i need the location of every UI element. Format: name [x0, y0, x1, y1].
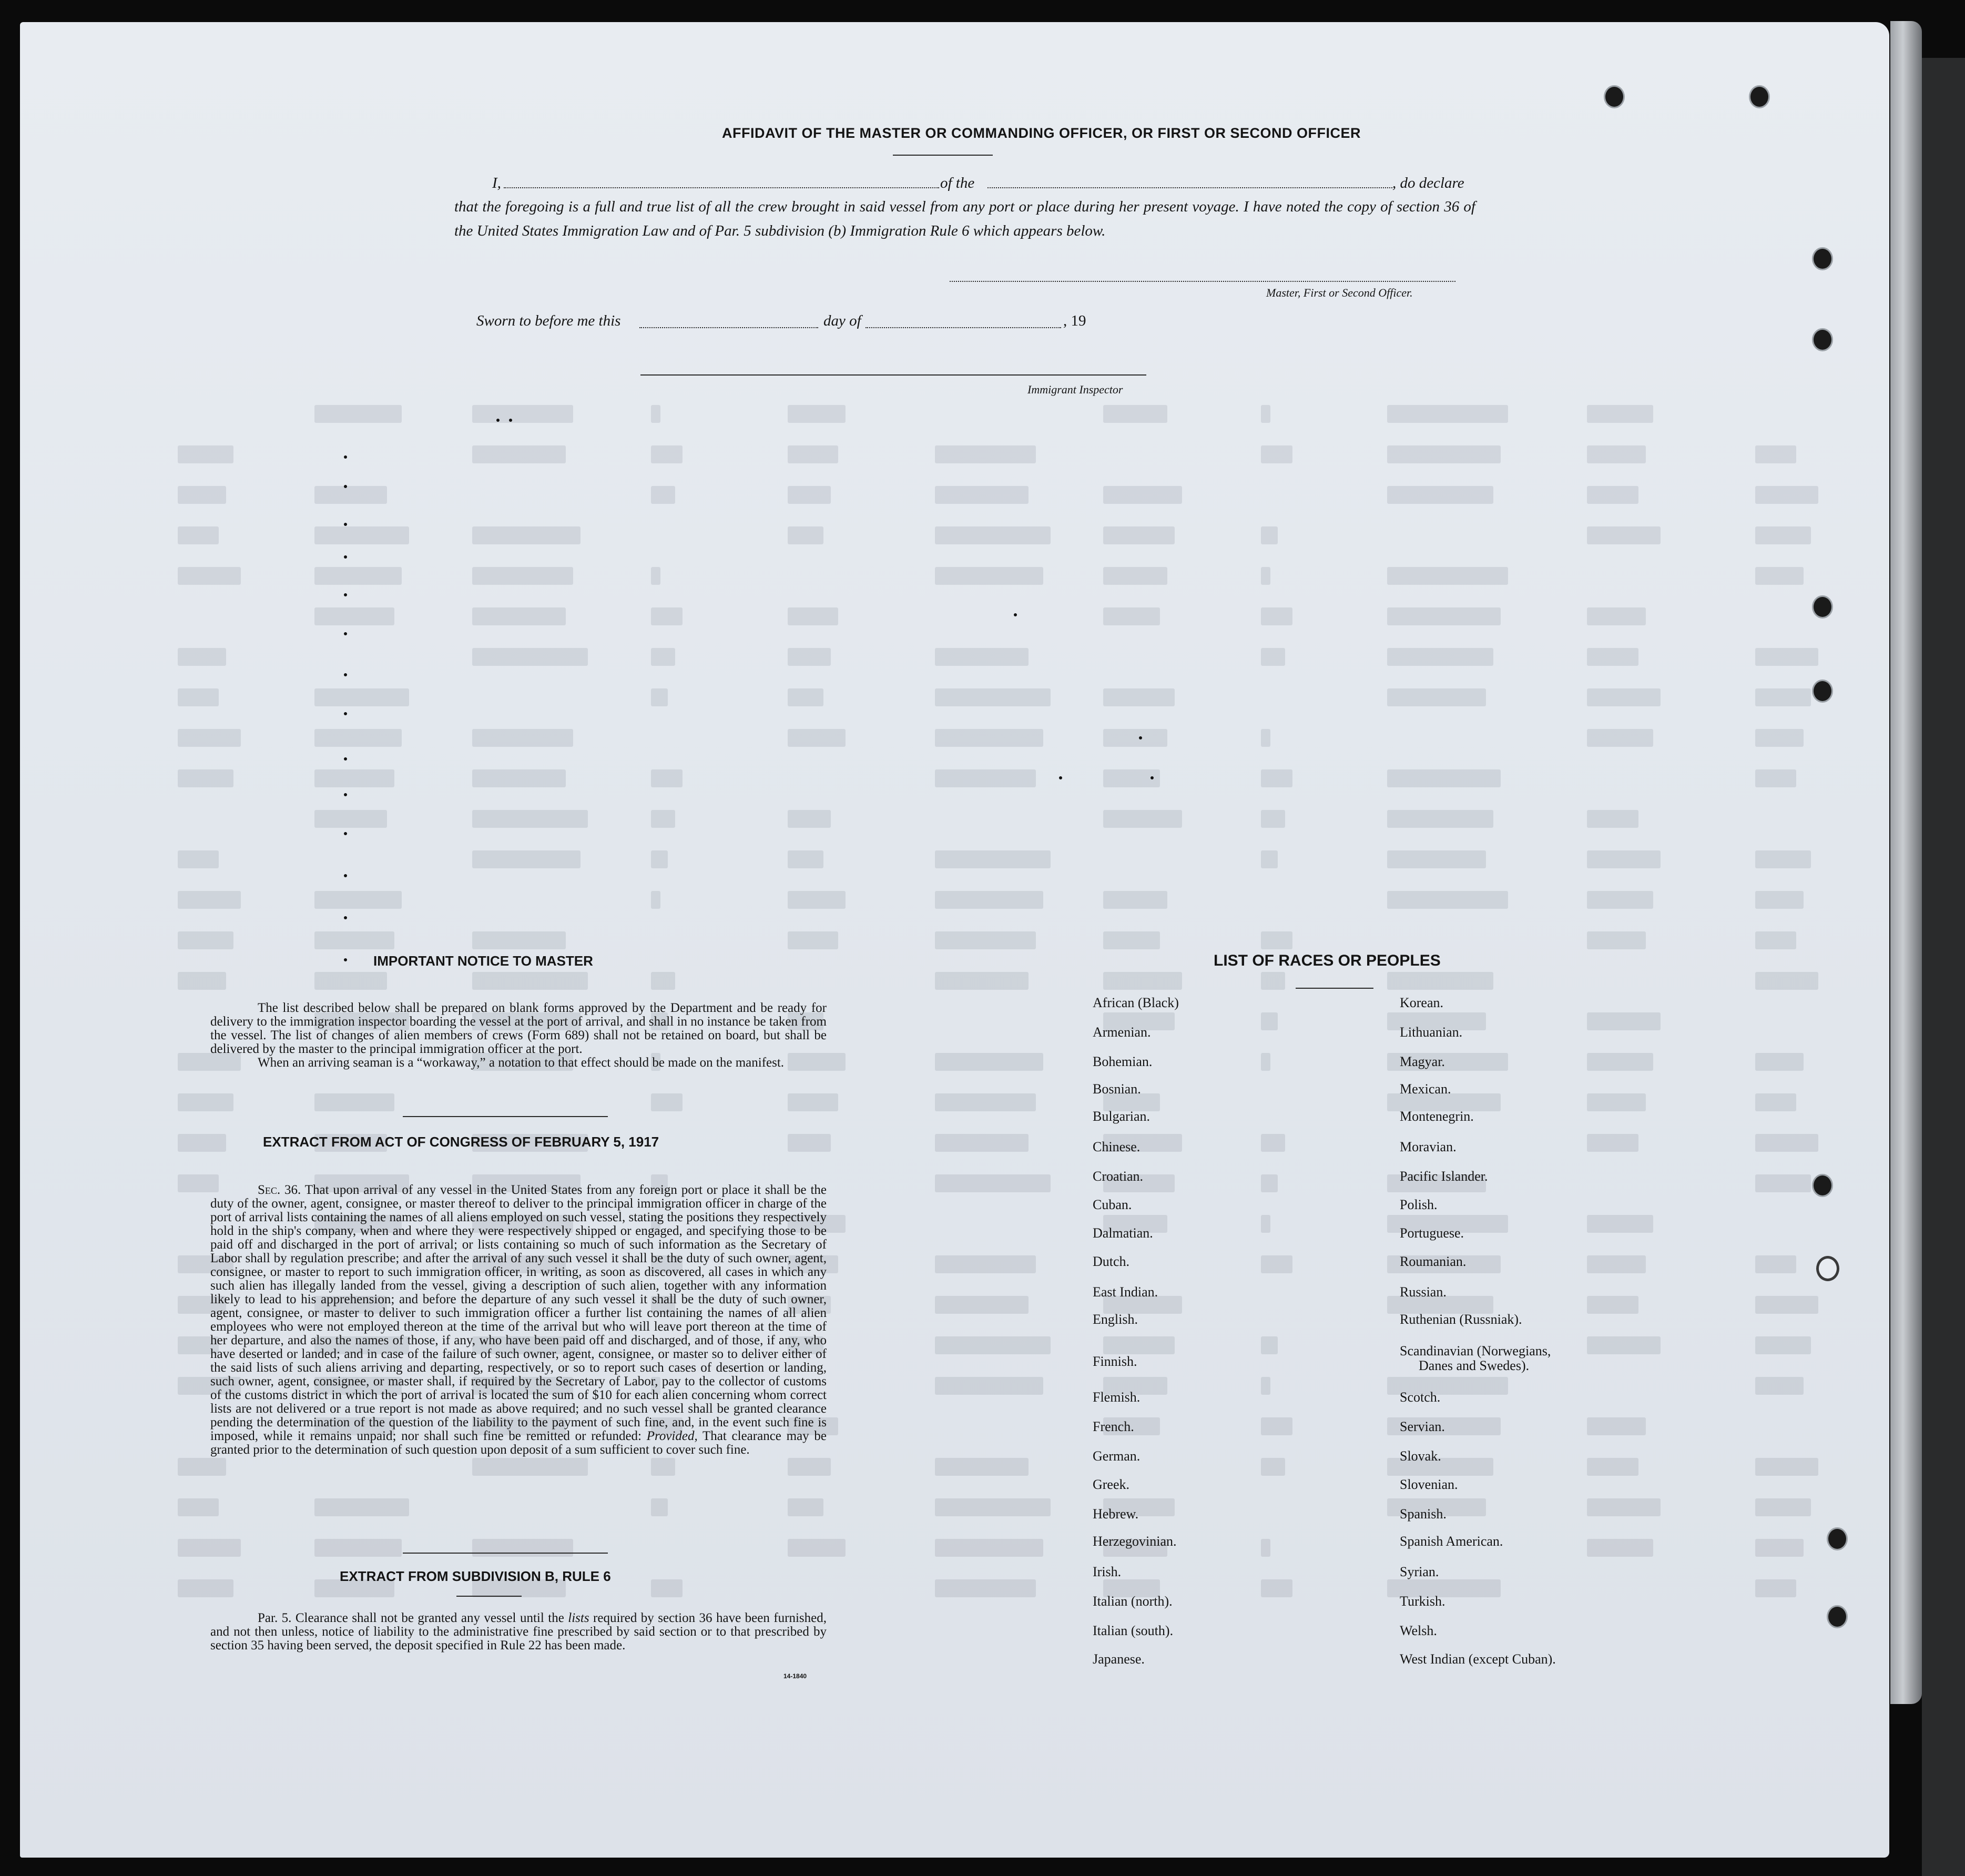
punch-hole-icon [1812, 1174, 1833, 1197]
race-item: French. [1093, 1419, 1134, 1434]
act-body [210, 1183, 827, 1457]
inspector-signature-line[interactable] [640, 374, 1146, 376]
rule6-title: EXTRACT FROM SUBDIVISION B, RULE 6 [340, 1568, 611, 1584]
background-strip [1922, 58, 1965, 1876]
race-item: Spanish American. [1400, 1534, 1503, 1549]
rule6-body [210, 1611, 827, 1652]
race-item: German. [1093, 1448, 1141, 1464]
race-item: Scandinavian (Norwegians, [1400, 1343, 1551, 1358]
race-item: Finnish. [1093, 1354, 1137, 1369]
section-divider [403, 1553, 608, 1554]
sworn-prefix: Sworn to before me this [476, 312, 621, 329]
race-item: Korean. [1400, 995, 1444, 1010]
punch-hole-icon [1812, 595, 1833, 618]
races-title: LIST OF RACES OR PEOPLES [1214, 952, 1441, 969]
race-item: Russian. [1400, 1284, 1447, 1300]
form-number: 14-1840 [783, 1672, 807, 1680]
rule6-text-end: required by section 36 have been furnished, and not then unless, notice of liability to the administrative fine prescribed by said section or to that prescribed by section 35 having been served, the deposit specified in Rule 22 has been made. [210, 1611, 827, 1652]
race-item: Chinese. [1093, 1139, 1141, 1154]
officer-caption: Master, First or Second Officer. [1266, 286, 1413, 299]
title-underline [1296, 988, 1373, 989]
manifest-sheet [20, 22, 1889, 1858]
notice-title: IMPORTANT NOTICE TO MASTER [373, 953, 593, 969]
race-item: Bosnian. [1093, 1081, 1141, 1097]
act-text-end: That clearance may be granted prior to the determination of such question upon deposit of a sum sufficient to cover such fine. [210, 1429, 827, 1457]
vessel-blank[interactable] [987, 187, 1392, 188]
inspector-caption: Immigrant Inspector [1027, 383, 1123, 396]
race-item: Italian (south). [1093, 1623, 1174, 1638]
race-item: Dutch. [1093, 1254, 1130, 1269]
race-item: Armenian. [1093, 1025, 1151, 1040]
race-item: Scotch. [1400, 1390, 1441, 1405]
race-item: Ruthenian (Russniak). [1400, 1312, 1522, 1327]
race-item: Slovak. [1400, 1448, 1441, 1464]
section-divider [403, 1116, 608, 1117]
race-item: Polish. [1400, 1197, 1438, 1212]
punch-hole-icon [1812, 680, 1833, 703]
punch-hole-icon [1749, 85, 1770, 108]
bleed-through [20, 22, 1889, 1858]
race-item: Japanese. [1093, 1651, 1145, 1667]
punch-hole-icon [1604, 85, 1625, 108]
notice-body [210, 1001, 827, 1070]
race-item: East Indian. [1093, 1284, 1158, 1300]
declare-suffix: , do declare [1392, 175, 1464, 191]
race-item: Croatian. [1093, 1169, 1144, 1184]
act-text: That upon arrival of any vessel in the United States from any foreign port or place it shall be the duty of the owner, agent, consignee, or master thereof to deliver to the principal immigration officer in charge of the port of arrival lists containing the names of all aliens employed on such vessel, stating the positions they respectively hold in the ship's company, when and where they were respectively shipped or engaged, and specifying those to be paid off and discharged in the port of arrival; or lists containing so much of such information as the Secretary of Labor shall by regulation prescribe; and after the arrival of any such vessel it shall be the duty of such owner, agent, consignee, or master to report to such immigration officer, in writing, as soon as discovered, all cases in which any such alien has illegally landed from the vessel, giving a description of such alien, together with any information likely to lead to his apprehension; and before the departure of any such vessel it shall be the duty of such owner, agent, consignee, or master to deliver to such immigration officer a further list containing the names of all alien employees who were not employed thereon at the time of the arrival but who will leave port thereon at the time of her departure, and also the names of those, if any, who have been paid off and discharged, and of those, if any, who have deserted or landed; and in case of the failure of such owner, agent, consignee, or master so to deliver either of the said lists of such aliens arriving and departing, respectively, or so to report such cases of desertion or landing, such owner, agent, consignee, or master shall, if required by the Secretary of Labor, pay to the collector of customs of the customs district in which the port of arrival is located the sum of $10 for each alien concerning whom correct lists are not delivered or a true report is not made as above required; and no such vessel shall be granted clearance pending the determination of the question of the liability to the payment of such fine, and, in the event such fine is imposed, while it remains unpaid; nor shall such fine be remitted or refunded: [210, 1183, 827, 1443]
lists-word: lists [568, 1611, 589, 1625]
race-item: Herzegovinian. [1093, 1534, 1177, 1549]
title-underline [893, 155, 993, 156]
officer-signature-line[interactable] [950, 281, 1455, 282]
race-item: Bulgarian. [1093, 1109, 1151, 1124]
notice-paragraph: When an arriving seaman is a “workaway,” a notation to that effect should be made on the manifest. [258, 1056, 785, 1070]
race-item: Turkish. [1400, 1594, 1445, 1609]
provided-word: Provided, [646, 1429, 698, 1443]
title-underline [456, 1596, 522, 1597]
race-item: Moravian. [1400, 1139, 1457, 1154]
race-item: Slovenian. [1400, 1477, 1458, 1492]
race-item: Pacific Islander. [1400, 1169, 1488, 1184]
declare-mid: of the [940, 175, 975, 191]
sworn-day-blank[interactable] [639, 327, 818, 328]
race-item: Spanish. [1400, 1506, 1447, 1522]
race-item: African (Black) [1093, 995, 1179, 1010]
punch-hole-icon [1812, 328, 1833, 351]
race-item: Servian. [1400, 1419, 1445, 1434]
punch-hole-icon [1816, 1256, 1839, 1281]
sworn-day-label: day of [823, 312, 861, 329]
affidavit-title: AFFIDAVIT OF THE MASTER OR COMMANDING OFFICER, OR FIRST OR SECOND OFFICER [722, 125, 1361, 141]
sworn-year-label: , 19 [1063, 312, 1086, 329]
race-item: Lithuanian. [1400, 1025, 1463, 1040]
section-label: Sec. 36. [258, 1183, 301, 1197]
race-item: Danes and Swedes). [1419, 1358, 1530, 1373]
race-item: Cuban. [1093, 1197, 1132, 1212]
race-item: Bohemian. [1093, 1054, 1153, 1069]
race-item: Italian (north). [1093, 1594, 1173, 1609]
act-title: EXTRACT FROM ACT OF CONGRESS OF FEBRUARY 5, 1917 [263, 1134, 659, 1150]
race-item: English. [1093, 1312, 1138, 1327]
rule6-text: Par. 5. Clearance shall not be granted any vessel until the [258, 1611, 564, 1625]
race-item: Welsh. [1400, 1623, 1437, 1638]
race-item: Hebrew. [1093, 1506, 1139, 1522]
race-item: Dalmatian. [1093, 1225, 1153, 1241]
name-blank[interactable] [504, 187, 939, 188]
notice-paragraph: The list described below shall be prepared on blank forms approved by the Department and be ready for delivery to the immigration inspector boarding the vessel at the port of arrival, and shall in no instance be taken from the vessel. The list of changes of alien members of crews (Form 689) shall not be retained on board, but shall be delivered by the master to the principal immigration officer at the port. [210, 1001, 827, 1056]
race-item: Magyar. [1400, 1054, 1445, 1069]
race-item: Roumanian. [1400, 1254, 1467, 1269]
race-item: West Indian (except Cuban). [1400, 1651, 1556, 1667]
race-item: Syrian. [1400, 1564, 1439, 1579]
race-item: Flemish. [1093, 1390, 1141, 1405]
declare-prefix: I, [492, 175, 501, 191]
race-item: Mexican. [1400, 1081, 1451, 1097]
race-item: Greek. [1093, 1477, 1130, 1492]
page-edge [1890, 21, 1922, 1704]
punch-hole-icon [1812, 247, 1833, 270]
punch-hole-icon [1827, 1527, 1848, 1550]
race-item: Portuguese. [1400, 1225, 1464, 1241]
race-item: Irish. [1093, 1564, 1122, 1579]
punch-hole-icon [1827, 1605, 1848, 1628]
affidavit-body: that the foregoing is a full and true list of all the crew brought in said vessel from any port or place during her present voyage. I have noted the copy of section 36 of the United States Immigration Law and of Par. 5 subdivision (b) Immigration Rule 6 which appears below. [454, 198, 1475, 239]
race-item: Montenegrin. [1400, 1109, 1474, 1124]
sworn-month-blank[interactable] [866, 327, 1061, 328]
